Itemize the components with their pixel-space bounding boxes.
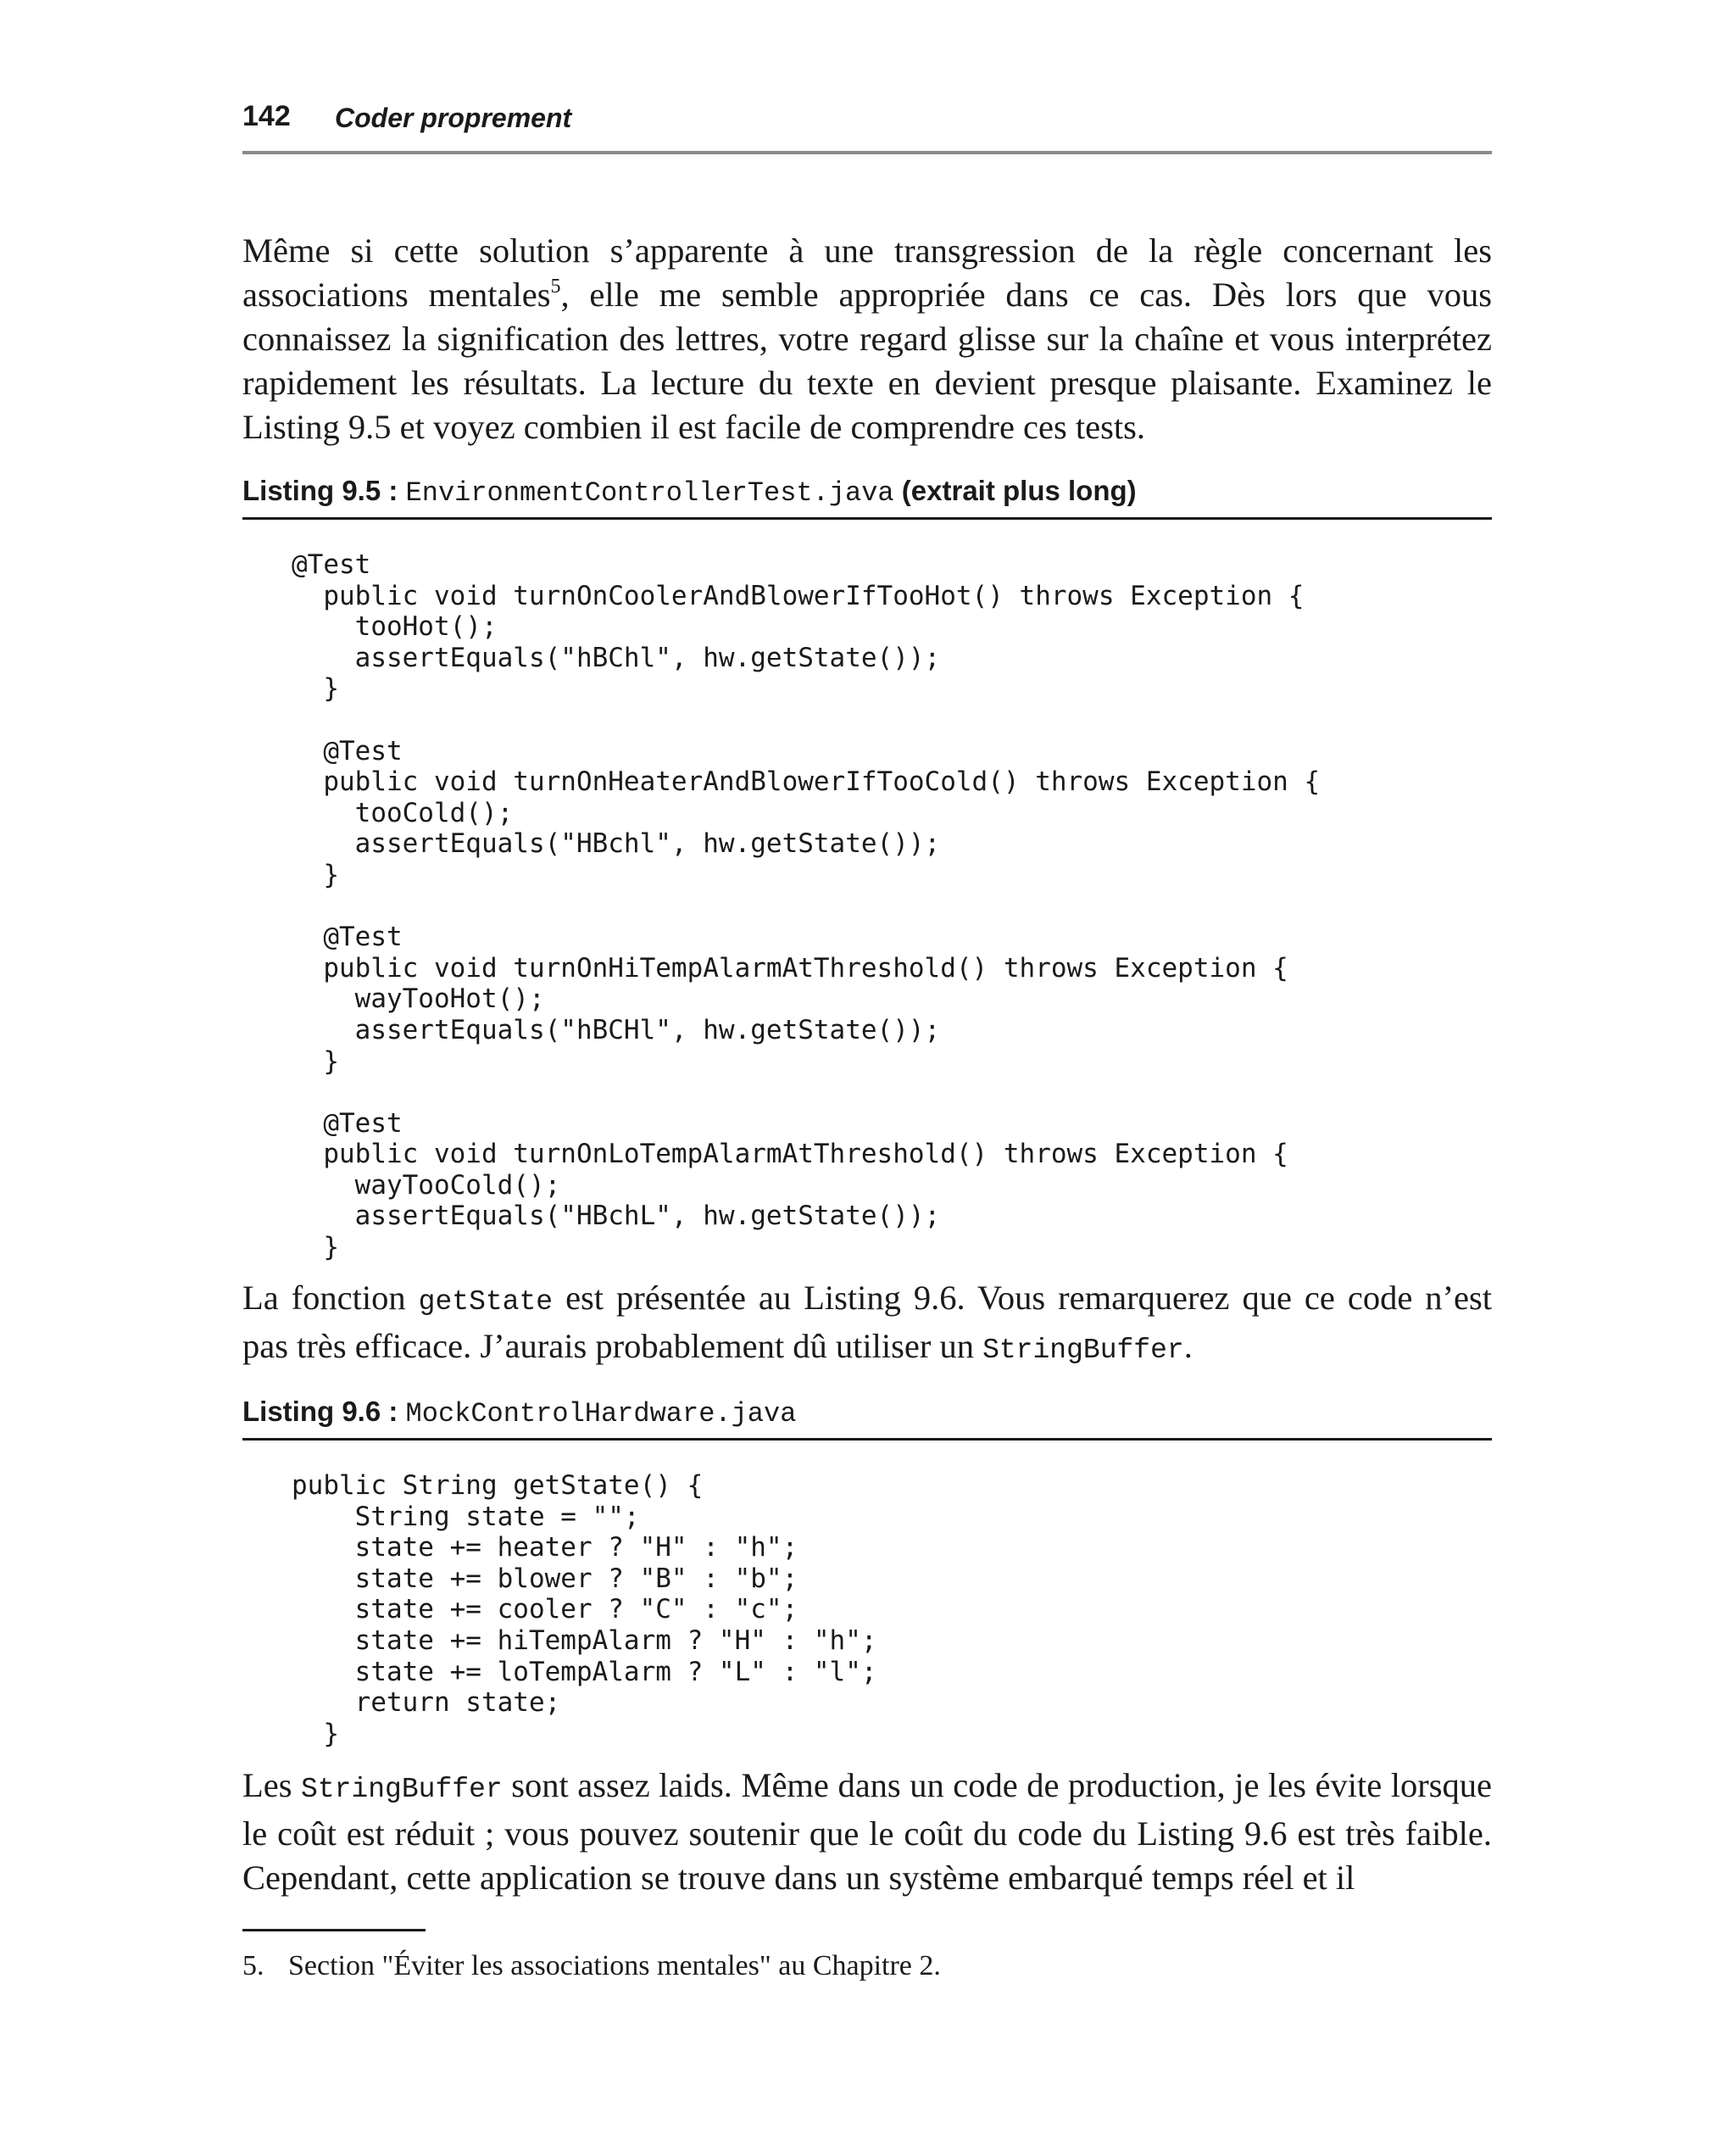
- page-number: 142: [242, 100, 291, 132]
- listing-9-6-code: public String getState() { String state = ""; state += heater ? "H" : "h"; state += blower ? "B" : "b"; state += cooler ? "C" : "c"; state += hiTempAlarm ? "H" : "h"; state += loTempAlarm ? "L" : "l"; return state; }: [292, 1470, 877, 1749]
- paragraph-text: .: [1183, 1327, 1193, 1365]
- body-paragraph-3: [242, 1764, 1492, 1900]
- inline-code-stringbuffer: StringBuffer: [982, 1335, 1184, 1366]
- paragraph-text: , elle me semble appropriée dans ce cas. Dès lors que vous connaissez la signification des lettres, votre regard glisse sur la chaîne et vous interprétez rapidement les résultats. La lecture du texte en devient presque plaisante. Examinez le Listing 9.5 et voyez combien il est facile de comprendre ces tests.: [242, 276, 1492, 446]
- paragraph-text: La fonction: [242, 1279, 419, 1317]
- footnote-text: Section "Éviter les associations mentales" au Chapitre 2.: [288, 1950, 941, 1981]
- listing-9-6-caption: [242, 1396, 1492, 1441]
- listing-filename: EnvironmentControllerTest.java: [405, 477, 894, 509]
- running-title: Coder proprement: [335, 103, 572, 133]
- paragraph-text: Même si cette solution s’apparente à une transgression de la règle concernant les associations mentales: [242, 231, 1492, 314]
- body-paragraph-2: [242, 1276, 1492, 1373]
- paragraph-text: est présentée au Listing 9.6. Vous remarquerez que ce code n’est pas très efficace. J’aurais probablement dû utiliser un: [242, 1279, 1492, 1365]
- listing-label: Listing 9.5 :: [242, 475, 406, 506]
- body-paragraph-1: [242, 229, 1492, 449]
- footnote: [242, 1948, 941, 1984]
- listing-filename: MockControlHardware.java: [405, 1398, 797, 1429]
- footnote-divider: [242, 1929, 426, 1931]
- running-header: [242, 100, 1492, 154]
- listing-label: Listing 9.6 :: [242, 1396, 406, 1427]
- listing-suffix: (extrait plus long): [893, 475, 1137, 506]
- listing-9-5-caption: [242, 475, 1492, 520]
- footnote-reference: 5: [550, 276, 561, 298]
- paragraph-text: Les: [242, 1766, 302, 1804]
- inline-code-stringbuffer: StringBuffer: [301, 1774, 503, 1805]
- footnote-number: 5.: [242, 1950, 264, 1981]
- paragraph-text: sont assez laids. Même dans un code de production, je les évite lorsque le coût est réduit ; vous pouvez soutenir que le coût du code du Listing 9.6 est très faible. Cependant, cette application se trouve dans un système embarqué temps réel et il: [242, 1766, 1492, 1897]
- listing-9-5-code: @Test public void turnOnCoolerAndBlowerIfTooHot() throws Exception { tooHot(); assertEquals("hBChl", hw.getState()); } @Test public void turnOnHeaterAndBlowerIfTooCold() throws Exception { tooCold(); assertEquals("HBchl", hw.getState()); } @Test public void turnOnHiTempAlarmAtThreshold() throws Exception { wayTooHot(); assertEquals("hBCHl", hw.getState()); } @Test public void turnOnLoTempAlarmAtThreshold() throws Exception { wayTooCold(); assertEquals("HBchL", hw.getState()); }: [292, 549, 1321, 1263]
- inline-code-getstate: getState: [418, 1286, 554, 1318]
